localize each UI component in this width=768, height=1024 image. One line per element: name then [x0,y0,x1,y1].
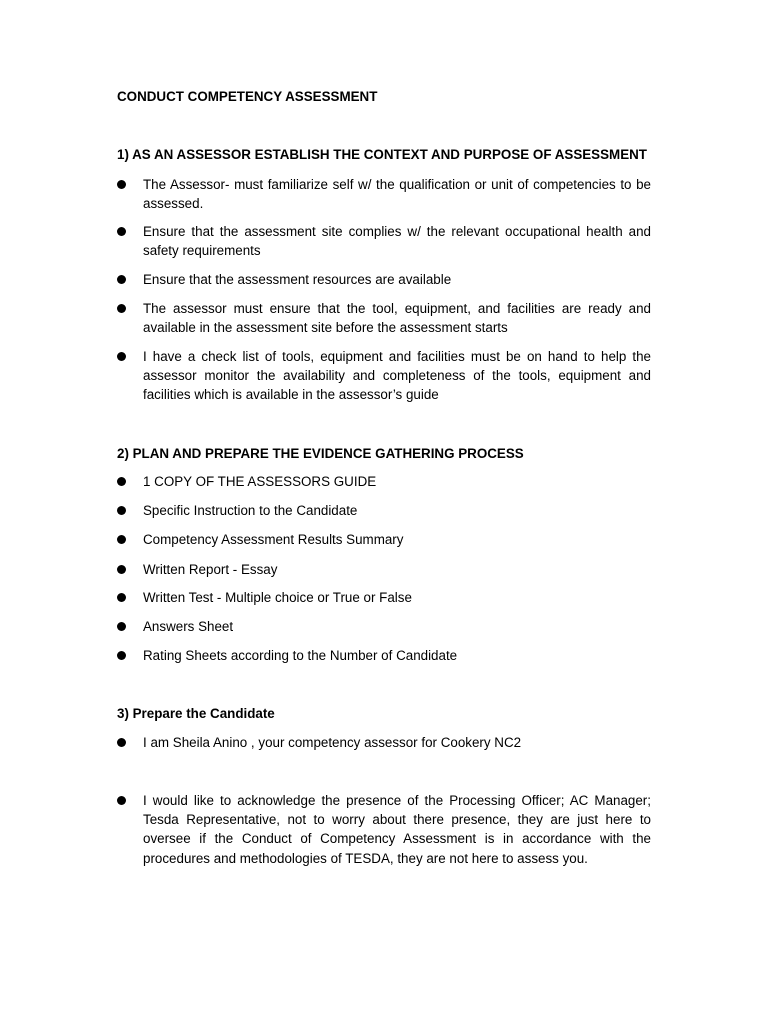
bullet-icon [117,304,126,313]
list-item [117,270,651,289]
list-item [117,588,651,607]
list-item-text: Specific Instruction to the Candidate [143,503,358,518]
list-item [117,733,651,752]
section-2-heading: 2) PLAN AND PREPARE THE EVIDENCE GATHERING PROCESS [117,446,524,461]
list-item-text: 1 COPY OF THE ASSESSORS GUIDE [143,474,377,489]
list-item [117,222,651,260]
list-item [117,299,651,337]
list-item-text: Ensure that the assessment resources are available [143,272,452,287]
bullet-icon [117,352,126,361]
list-item [117,617,651,636]
bullet-icon [117,477,126,486]
bullet-icon [117,227,126,236]
list-item-text: I would like to acknowledge the presence of the Processing Officer; AC Manager; Tesda Representative, not to worry about there presence, they are just here to oversee if the Conduct of Competency Assessment is in accordance with the procedures and methodologies of TESDA, they are not here to assess you. [143,793,651,866]
list-item [117,791,651,868]
bullet-icon [117,738,126,747]
list-item [117,530,651,549]
bullet-icon [117,506,126,515]
document-title: CONDUCT COMPETENCY ASSESSMENT [117,89,378,104]
section-1-heading: 1) AS AN ASSESSOR ESTABLISH THE CONTEXT AND PURPOSE OF ASSESSMENT [117,147,647,162]
list-item-text: The assessor must ensure that the tool, equipment, and facilities are ready and available in the assessment site before the assessment starts [143,301,651,336]
list-item [117,472,651,491]
list-item-text: Written Test - Multiple choice or True or False [143,590,412,605]
list-item-text: Competency Assessment Results Summary [143,532,404,547]
bullet-icon [117,180,126,189]
bullet-icon [117,593,126,602]
list-item-text: Ensure that the assessment site complies w/ the relevant occupational health and safety requirements [143,224,651,259]
list-item-text: Rating Sheets according to the Number of Candidate [143,648,458,663]
list-item-text: I have a check list of tools, equipment and facilities must be on hand to help the assessor monitor the availability and completeness of the tools, equipment and facilities which is available in the assessor’s guide [143,349,651,403]
list-item-text: Written Report - Essay [143,562,278,577]
bullet-icon [117,565,126,574]
bullet-icon [117,651,126,660]
section-3-heading: 3) Prepare the Candidate [117,706,275,721]
bullet-icon [117,796,126,805]
bullet-icon [117,622,126,631]
list-item [117,347,651,405]
list-item-text: The Assessor- must familiarize self w/ the qualification or unit of competencies to be assessed. [143,177,651,212]
list-item [117,501,651,520]
list-item-text: Answers Sheet [143,619,234,634]
list-item [117,175,651,213]
list-item-text: I am Sheila Anino , your competency assessor for Cookery NC2 [143,735,522,750]
bullet-icon [117,275,126,284]
bullet-icon [117,535,126,544]
list-item [117,646,651,665]
list-item [117,560,651,579]
